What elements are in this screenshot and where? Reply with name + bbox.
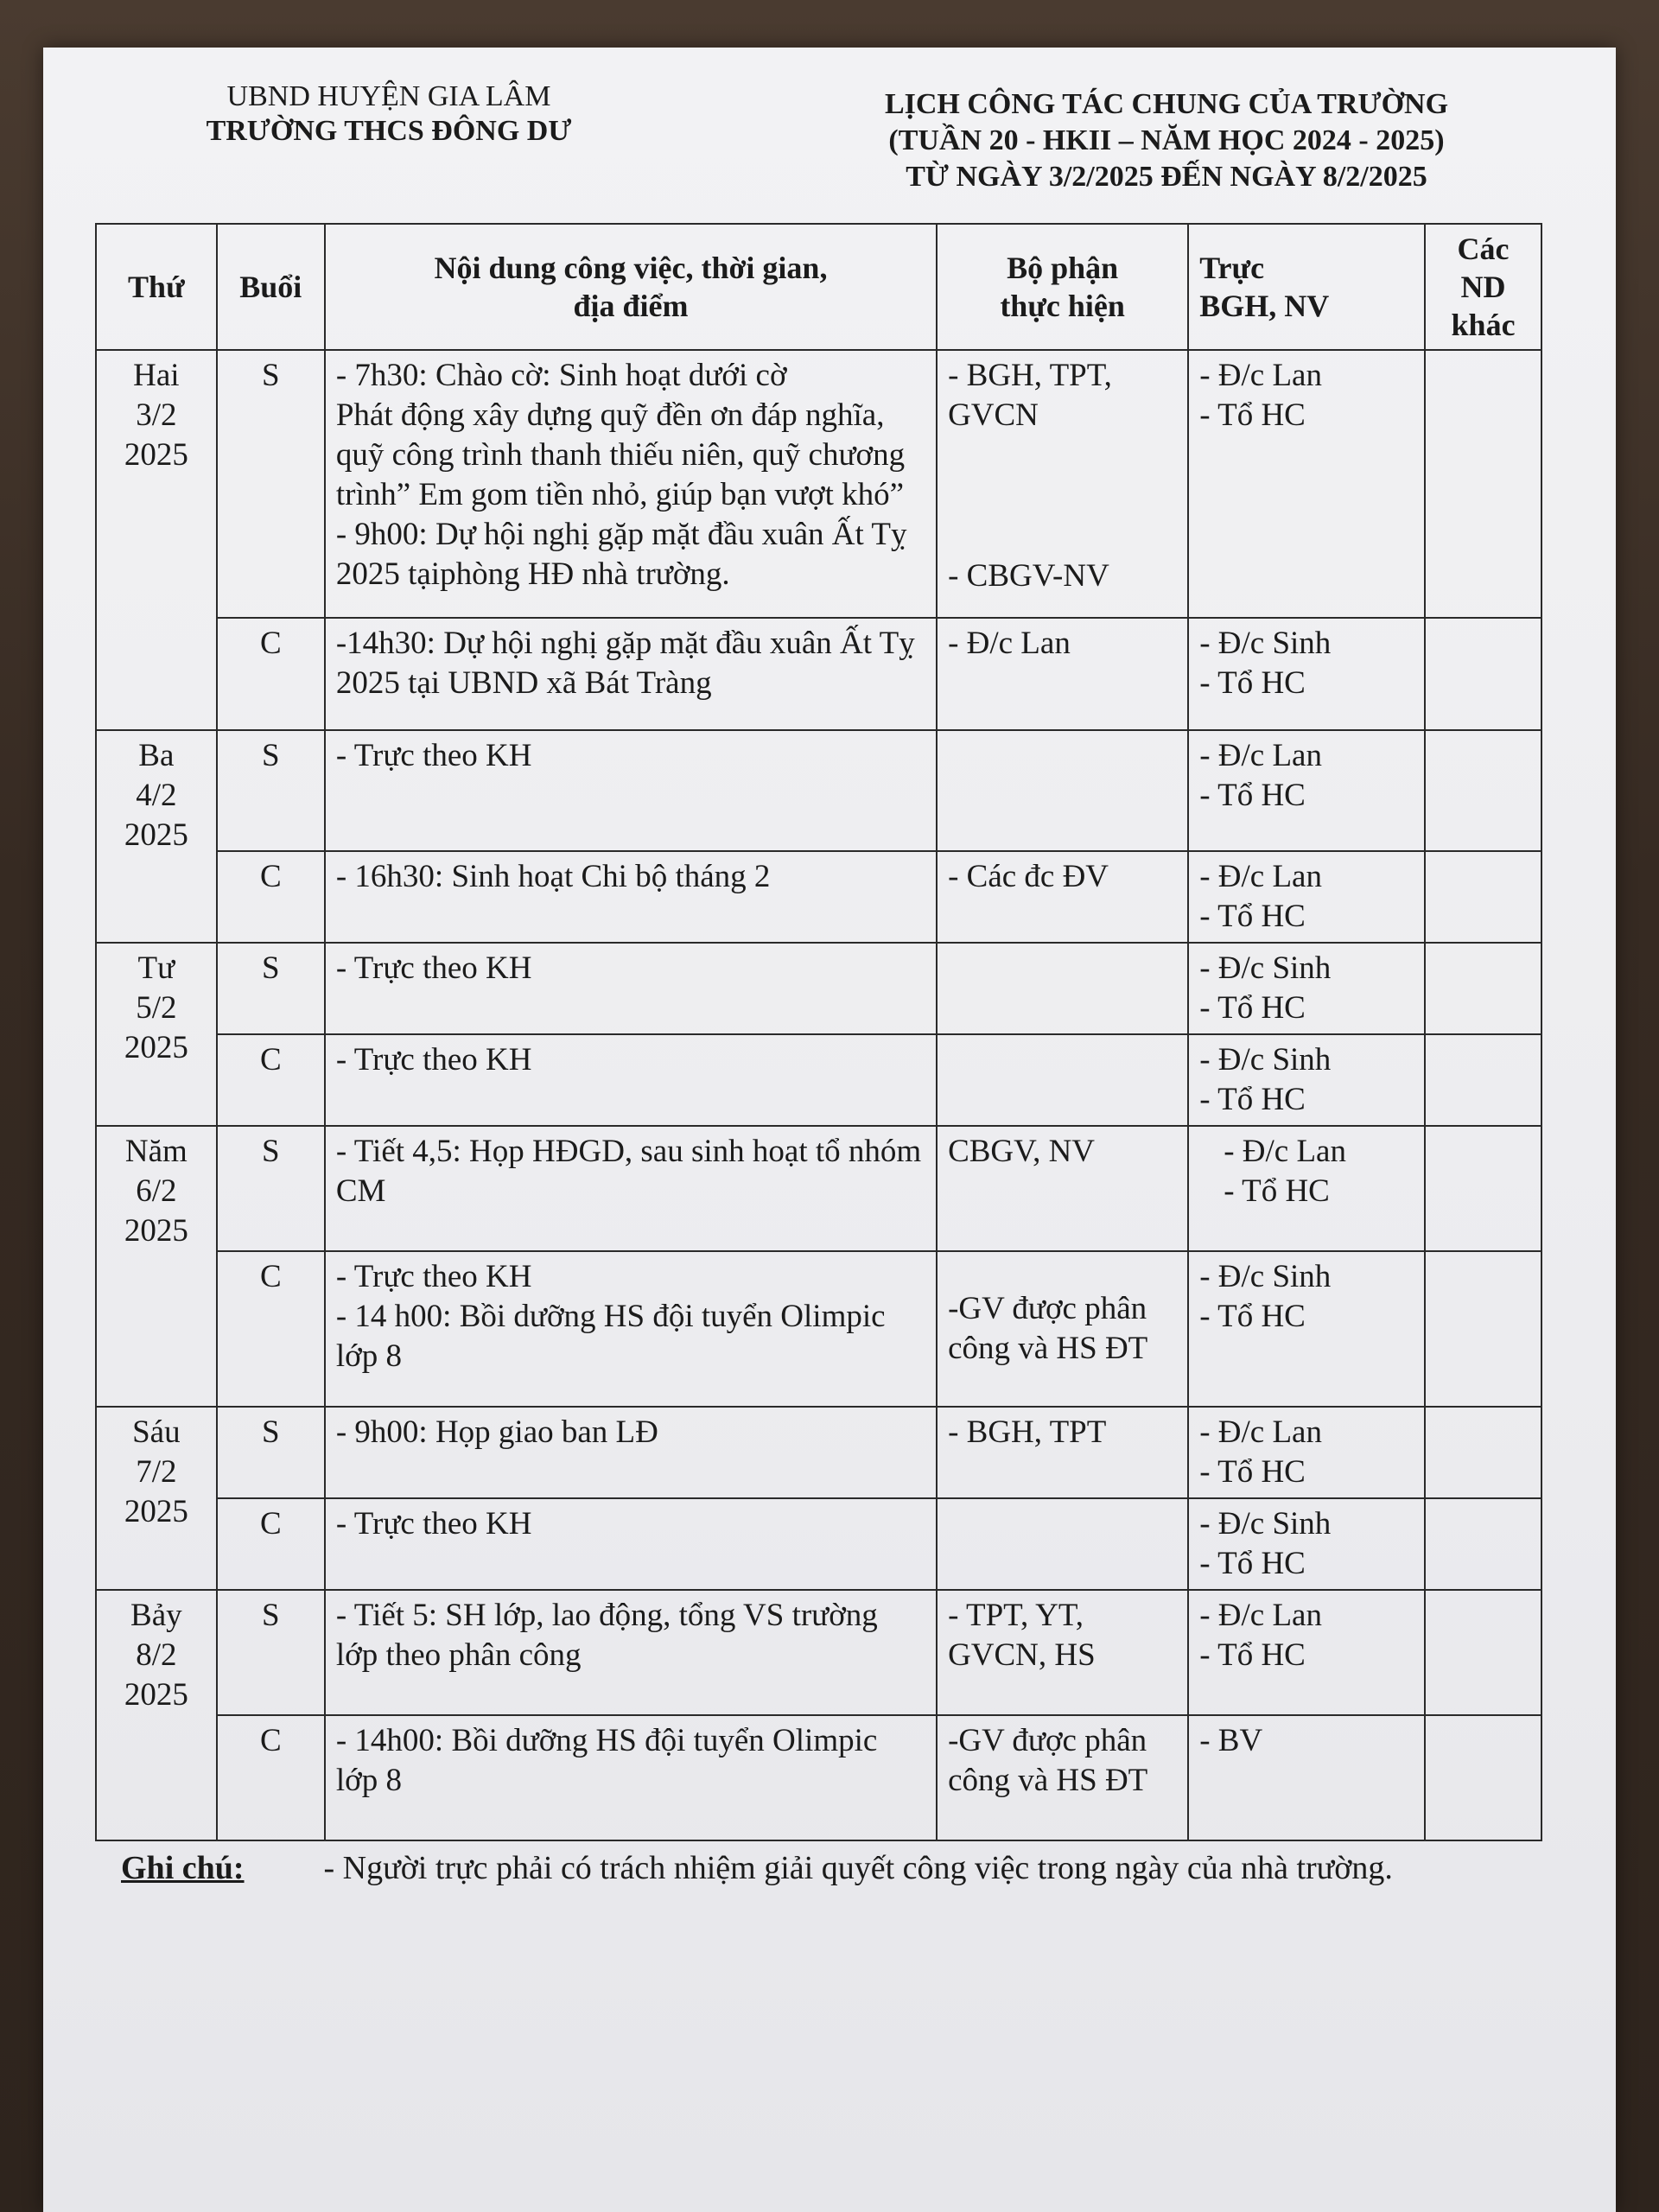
col-unit: Bộ phận thực hiện	[937, 224, 1188, 350]
table-row	[96, 1590, 1541, 1715]
duty-cell: - Đ/c Lan - Tổ HC	[1188, 1126, 1425, 1251]
table-header-row	[96, 224, 1541, 350]
other-cell	[1425, 1407, 1541, 1498]
session-cell: S	[217, 1126, 325, 1251]
unit-cell: - BGH, TPT, GVCN - CBGV-NV	[937, 350, 1188, 618]
other-cell	[1425, 1498, 1541, 1590]
duty-cell: - Đ/c Sinh - Tổ HC	[1188, 618, 1425, 730]
content-cell: - 14h00: Bồi dưỡng HS đội tuyển Olimpic lớp 8	[325, 1715, 937, 1840]
schedule-table	[95, 223, 1542, 1841]
header-left	[130, 79, 648, 149]
footnote-label: Ghi chú:	[121, 1850, 245, 1886]
other-cell	[1425, 943, 1541, 1034]
day-cell: Tư 5/2 2025	[96, 943, 217, 1126]
table-row	[96, 350, 1541, 618]
session-cell: S	[217, 1407, 325, 1498]
unit-cell: - Đ/c Lan	[937, 618, 1188, 730]
duty-cell: - Đ/c Lan - Tổ HC	[1188, 730, 1425, 851]
session-cell: S	[217, 943, 325, 1034]
content-cell: - Trực theo KH	[325, 730, 937, 851]
unit-cell: CBGV, NV	[937, 1126, 1188, 1251]
other-cell	[1425, 851, 1541, 943]
unit-cell: -GV được phân công và HS ĐT	[937, 1251, 1188, 1407]
duty-cell: - Đ/c Lan - Tổ HC	[1188, 1590, 1425, 1715]
other-cell	[1425, 1034, 1541, 1126]
session-cell: C	[217, 1498, 325, 1590]
unit-cell: - BGH, TPT	[937, 1407, 1188, 1498]
session-cell: S	[217, 350, 325, 618]
col-content: Nội dung công việc, thời gian, địa điểm	[325, 224, 937, 350]
content-cell: - Tiết 5: SH lớp, lao động, tổng VS trường lớp theo phân công	[325, 1590, 937, 1715]
content-cell: -14h30: Dự hội nghị gặp mặt đầu xuân Ất Tỵ 2025 tại UBND xã Bát Tràng	[325, 618, 937, 730]
table-row	[96, 1034, 1541, 1126]
duty-cell: - Đ/c Lan - Tổ HC	[1188, 1407, 1425, 1498]
content-cell: - Tiết 4,5: Họp HĐGD, sau sinh hoạt tổ nhóm CM	[325, 1126, 937, 1251]
table-row	[96, 730, 1541, 851]
header-right	[734, 86, 1599, 195]
unit-cell: -GV được phân công và HS ĐT	[937, 1715, 1188, 1840]
col-day: Thứ	[96, 224, 217, 350]
doc-title: LỊCH CÔNG TÁC CHUNG CỦA TRƯỜNG	[884, 88, 1449, 120]
duty-cell: - Đ/c Sinh - Tổ HC	[1188, 1251, 1425, 1407]
duty-cell: - Đ/c Sinh - Tổ HC	[1188, 1498, 1425, 1590]
unit-cell	[937, 943, 1188, 1034]
session-cell: C	[217, 618, 325, 730]
col-other: Các ND khác	[1425, 224, 1541, 350]
school-name: TRƯỜNG THCS ĐÔNG DƯ	[206, 115, 572, 147]
other-cell	[1425, 1126, 1541, 1251]
duty-cell: - Đ/c Sinh - Tổ HC	[1188, 1034, 1425, 1126]
unit-cell: - TPT, YT, GVCN, HS	[937, 1590, 1188, 1715]
day-cell: Sáu 7/2 2025	[96, 1407, 217, 1590]
other-cell	[1425, 730, 1541, 851]
table-row	[96, 1407, 1541, 1498]
content-cell: - Trực theo KH	[325, 943, 937, 1034]
day-cell: Hai 3/2 2025	[96, 350, 217, 730]
other-cell	[1425, 618, 1541, 730]
session-cell: C	[217, 1715, 325, 1840]
table-row	[96, 1251, 1541, 1407]
col-duty: Trực BGH, NV	[1188, 224, 1425, 350]
session-cell: S	[217, 1590, 325, 1715]
table-row	[96, 1498, 1541, 1590]
unit-cell: - Các đc ĐV	[937, 851, 1188, 943]
day-cell: Năm 6/2 2025	[96, 1126, 217, 1407]
day-cell: Bảy 8/2 2025	[96, 1590, 217, 1840]
table-row	[96, 618, 1541, 730]
content-cell: - 9h00: Họp giao ban LĐ	[325, 1407, 937, 1498]
content-cell: - Trực theo KH	[325, 1034, 937, 1126]
duty-cell: - Đ/c Lan - Tổ HC	[1188, 851, 1425, 943]
unit-cell	[937, 730, 1188, 851]
other-cell	[1425, 1251, 1541, 1407]
org-name: UBND HUYỆN GIA LÂM	[226, 80, 551, 112]
table-row	[96, 1715, 1541, 1840]
session-cell: S	[217, 730, 325, 851]
footnote	[121, 1849, 1590, 1887]
other-cell	[1425, 1590, 1541, 1715]
content-cell: - 16h30: Sinh hoạt Chi bộ tháng 2	[325, 851, 937, 943]
table-row	[96, 1126, 1541, 1251]
session-cell: C	[217, 851, 325, 943]
duty-cell: - Đ/c Sinh - Tổ HC	[1188, 943, 1425, 1034]
other-cell	[1425, 1715, 1541, 1840]
table-row	[96, 943, 1541, 1034]
doc-date-range: TỪ NGÀY 3/2/2025 ĐẾN NGÀY 8/2/2025	[906, 161, 1427, 193]
content-cell: - 7h30: Chào cờ: Sinh hoạt dưới cờ Phát động xây dựng quỹ đền ơn đáp nghĩa, quỹ công trình thanh thiếu niên, quỹ chương trình” Em gom tiền nhỏ, giúp bạn vượt khó” - 9h00: Dự hội nghị gặp mặt đầu xuân Ất Tỵ 2025 tạiphòng HĐ nhà trường.	[325, 350, 937, 618]
other-cell	[1425, 350, 1541, 618]
unit-cell	[937, 1498, 1188, 1590]
day-cell: Ba 4/2 2025	[96, 730, 217, 943]
doc-week: (TUẦN 20 - HKII – NĂM HỌC 2024 - 2025)	[888, 124, 1445, 156]
table-row	[96, 851, 1541, 943]
content-cell: - Trực theo KH - 14 h00: Bồi dưỡng HS đội tuyển Olimpic lớp 8	[325, 1251, 937, 1407]
duty-cell: - Đ/c Lan - Tổ HC	[1188, 350, 1425, 618]
session-cell: C	[217, 1034, 325, 1126]
content-cell: - Trực theo KH	[325, 1498, 937, 1590]
session-cell: C	[217, 1251, 325, 1407]
unit-cell	[937, 1034, 1188, 1126]
duty-cell: - BV	[1188, 1715, 1425, 1840]
footnote-text: - Người trực phải có trách nhiệm giải quyết công việc trong ngày của nhà trường.	[323, 1850, 1393, 1886]
col-session: Buổi	[217, 224, 325, 350]
